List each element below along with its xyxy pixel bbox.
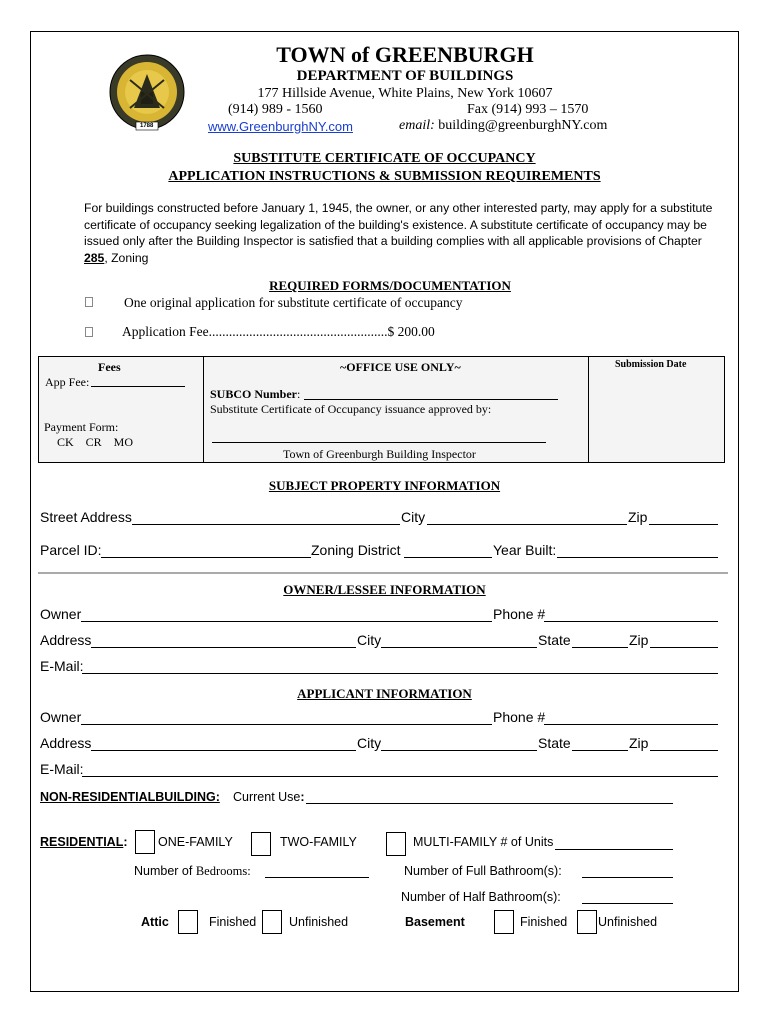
owner-city-field[interactable] <box>381 647 537 648</box>
applicant-state-label: State <box>538 735 571 751</box>
required-item1: One original application for substitute certificate of occupancy <box>124 295 463 310</box>
attic-label: Attic <box>141 915 169 929</box>
inspector-signature-field[interactable] <box>212 442 546 443</box>
applicant-zip-field[interactable] <box>650 750 718 751</box>
applicant-email-label: E-Mail: <box>40 761 84 777</box>
office-divider-right <box>588 356 589 463</box>
basement-label: Basement <box>405 915 465 929</box>
app-fee-label: App Fee: <box>45 375 90 389</box>
basement-unfinished-label: Unfinished <box>598 915 658 929</box>
applicant-heading: APPLICANT INFORMATION <box>297 686 472 701</box>
residential-colon: : <box>123 835 128 849</box>
bedrooms-text2: Bedrooms: <box>195 864 251 878</box>
applicant-email-field[interactable] <box>82 776 718 777</box>
two-family-label: TWO-FAMILY <box>280 835 357 849</box>
zoning-district-label: Zoning District <box>311 542 401 558</box>
non-residential-label: NON-RESIDENTIALBUILDING: <box>40 790 220 804</box>
app-fee-field[interactable] <box>91 386 185 387</box>
subco-number-field[interactable] <box>304 399 558 400</box>
subco-colon: : <box>297 387 301 401</box>
year-built-field[interactable] <box>557 557 718 558</box>
current-use-text: Current Use <box>233 790 301 804</box>
owner-zip-label: Zip <box>629 632 649 648</box>
doc-title-line2: APPLICATION INSTRUCTIONS & SUBMISSION REQUIREMENTS <box>168 169 601 184</box>
current-use-field[interactable] <box>306 803 673 804</box>
current-use-colon: : <box>300 790 305 804</box>
email-line <box>399 118 607 134</box>
chapter-number: 285 <box>84 250 105 265</box>
full-bath-label: Number of Full Bathroom(s): <box>404 864 562 878</box>
owner-label: Owner <box>40 606 82 622</box>
bedrooms-text: Number of <box>134 864 196 878</box>
attic-unfinished-checkbox[interactable] <box>262 910 282 934</box>
submission-date-label: Submission Date <box>615 359 687 370</box>
inspector-label: Town of Greenburgh Building Inspector <box>283 447 476 461</box>
required-item1-checkbox[interactable] <box>85 297 93 307</box>
email-label: email: <box>399 118 435 133</box>
owner-state-label: State <box>538 632 571 648</box>
intro-paragraph <box>84 200 714 266</box>
approved-by-label: Substitute Certificate of Occupancy issuance approved by: <box>210 402 492 416</box>
department-address: 177 Hillside Avenue, White Plains, New York 10607 <box>257 86 553 101</box>
attic-finished-checkbox[interactable] <box>178 910 198 934</box>
owner-name-field[interactable] <box>81 621 492 622</box>
owner-state-field[interactable] <box>572 647 628 648</box>
attic-finished-label: Finished <box>209 915 257 929</box>
subject-city-label: City <box>401 509 426 525</box>
payment-options: CK CR MO <box>57 435 134 449</box>
town-title: TOWN of GREENBURGH <box>276 42 534 67</box>
subject-city-field[interactable] <box>427 524 627 525</box>
doc-title-line1: SUBSTITUTE CERTIFICATE OF OCCUPANCY <box>233 151 536 166</box>
office-divider-left <box>203 356 204 463</box>
applicant-address-label: Address <box>40 735 92 751</box>
applicant-address-field[interactable] <box>91 750 356 751</box>
required-heading: REQUIRED FORMS/DOCUMENTATION <box>269 278 511 293</box>
applicant-zip-label: Zip <box>629 735 649 751</box>
year-built-label: Year Built: <box>493 542 557 558</box>
applicant-owner-label: Owner <box>40 709 82 725</box>
intro-text: For buildings constructed before January 1, 1945, the owner, or any other interested party, may apply for a substitute certificate of occupancy seeking legalization of the building's existence. A substitute certificate of occupancy may be issued only after the Building Inspector is satisfied that a building complies with all applicable provisions of Chapter <box>84 201 713 248</box>
zoning-district-field[interactable] <box>404 557 492 558</box>
subco-line <box>210 387 300 402</box>
seal-year: 1788 <box>140 123 154 129</box>
website-link[interactable]: www.GreenburghNY.com <box>208 119 353 134</box>
section-divider <box>38 572 728 574</box>
email-address: building@greenburghNY.com <box>438 118 608 133</box>
applicant-city-label: City <box>357 735 382 751</box>
owner-phone-label: Phone # <box>493 606 546 622</box>
applicant-city-field[interactable] <box>381 750 537 751</box>
payment-form-label: Payment Form: <box>44 420 119 434</box>
residential-label <box>40 835 128 849</box>
department-phone: (914) 989 - 1560 <box>228 102 323 117</box>
parcel-id-field[interactable] <box>101 557 311 558</box>
applicant-phone-field[interactable] <box>544 724 718 725</box>
owner-email-label: E-Mail: <box>40 658 84 674</box>
office-use-heading: ~OFFICE USE ONLY~ <box>340 360 461 374</box>
intro-text-end: , Zoning <box>104 250 149 265</box>
department-name: DEPARTMENT OF BUILDINGS <box>296 68 514 84</box>
basement-unfinished-checkbox[interactable] <box>577 910 597 934</box>
residential-text: RESIDENTIAL <box>40 835 124 849</box>
parcel-id-label: Parcel ID: <box>40 542 102 558</box>
required-item2: Application Fee.....................................................$ 200.00 <box>122 324 435 339</box>
owner-heading: OWNER/LESSEE INFORMATION <box>283 582 486 597</box>
applicant-name-field[interactable] <box>81 724 492 725</box>
one-family-checkbox[interactable] <box>135 830 155 854</box>
town-seal <box>108 52 186 134</box>
half-bath-label: Number of Half Bathroom(s): <box>401 890 561 904</box>
subco-label: SUBCO Number <box>210 387 298 401</box>
street-address-label: Street Address <box>40 509 132 525</box>
applicant-state-field[interactable] <box>572 750 628 751</box>
basement-finished-label: Finished <box>520 915 568 929</box>
subject-zip-label: Zip <box>628 509 648 525</box>
bedrooms-label <box>134 864 251 879</box>
required-item2-checkbox[interactable] <box>85 327 93 337</box>
attic-unfinished-label: Unfinished <box>289 915 349 929</box>
subject-zip-field[interactable] <box>649 524 718 525</box>
subject-heading: SUBJECT PROPERTY INFORMATION <box>268 478 501 493</box>
multi-family-label: MULTI-FAMILY # of Units <box>413 835 554 849</box>
half-bath-field[interactable] <box>582 903 673 904</box>
owner-phone-field[interactable] <box>544 621 718 622</box>
bedrooms-field[interactable] <box>265 877 369 878</box>
department-fax: Fax (914) 993 – 1570 <box>467 102 589 117</box>
owner-zip-field[interactable] <box>650 647 718 648</box>
owner-email-field[interactable] <box>82 673 718 674</box>
units-count-field[interactable] <box>555 849 673 850</box>
owner-address-label: Address <box>40 632 92 648</box>
one-family-label: ONE-FAMILY <box>158 835 233 849</box>
current-use-label <box>233 790 305 804</box>
full-bath-field[interactable] <box>582 877 673 878</box>
owner-address-field[interactable] <box>91 647 356 648</box>
two-family-checkbox[interactable] <box>251 832 271 856</box>
multi-family-checkbox[interactable] <box>386 832 406 856</box>
owner-city-label: City <box>357 632 382 648</box>
street-address-field[interactable] <box>132 524 400 525</box>
basement-finished-checkbox[interactable] <box>494 910 514 934</box>
applicant-phone-label: Phone # <box>493 709 546 725</box>
fees-heading: Fees <box>98 360 121 374</box>
